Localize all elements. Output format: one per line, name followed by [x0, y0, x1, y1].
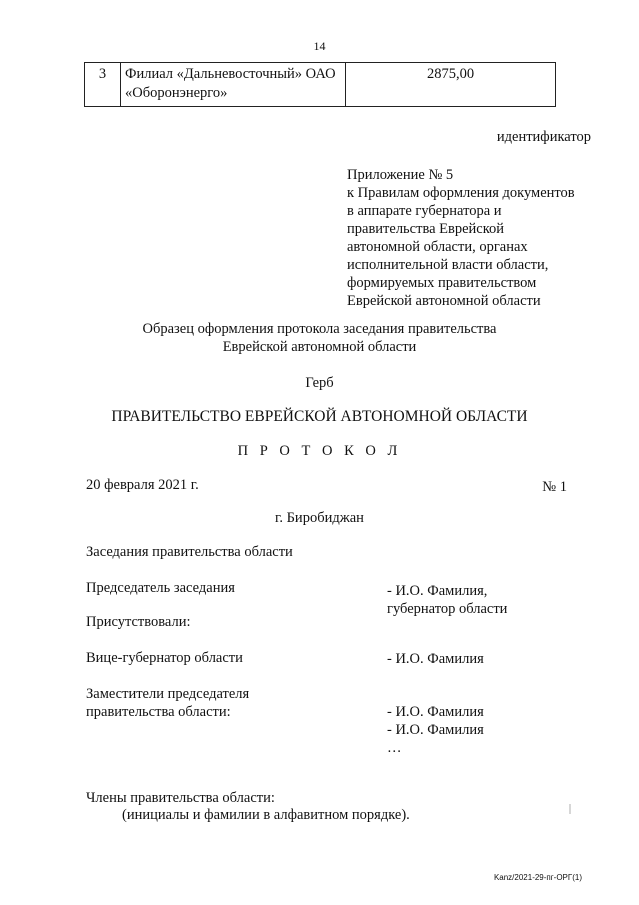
appendix-line: формируемых правительством: [347, 275, 537, 291]
appendix-line: правительства Еврейской: [347, 221, 505, 237]
table-row: [85, 63, 556, 107]
table-cell-name-line: Филиал «Дальневосточный» ОАО: [125, 66, 336, 82]
deputies-label-line: правительства области:: [86, 704, 231, 720]
appendix-line: Еврейской автономной области: [347, 293, 541, 309]
deputies-label-line: Заместители председателя: [86, 686, 250, 702]
appendix-line: исполнительной власти области,: [347, 257, 549, 273]
appendix-line: к Правилам оформления документов: [347, 185, 575, 201]
table-cell-value: 2875,00: [346, 63, 556, 107]
present-label: Присутствовали:: [86, 614, 191, 630]
table-cell-name: [121, 63, 346, 107]
members-label: Члены правительства области:: [86, 790, 275, 806]
deputies-value-line: …: [387, 740, 402, 756]
table-cell-number: 3: [85, 63, 121, 107]
document-code: Kanz/2021-29-пг-ОРГ(1): [493, 873, 582, 882]
deputies-value-line: - И.О. Фамилия: [387, 722, 484, 738]
members-note: (инициалы и фамилии в алфавитном порядке).: [122, 807, 410, 823]
deputies-label: [86, 685, 249, 721]
deputies-value-line: - И.О. Фамилия: [387, 704, 484, 720]
chairman-value-line: - И.О. Фамилия,: [387, 583, 488, 599]
appendix-line: автономной области, органах: [347, 239, 528, 255]
city: г. Биробиджан: [275, 510, 364, 526]
identifier-label: идентификатор: [496, 129, 591, 145]
appendix-line: в аппарате губернатора и: [347, 203, 502, 219]
protocol-heading: П Р О Т О К О Л: [237, 443, 402, 459]
meeting-label: Заседания правительства области: [86, 544, 293, 560]
chairman-value-line: губернатор области: [387, 601, 508, 617]
table-cell-name-line: «Оборонэнерго»: [125, 85, 228, 101]
vice-governor-label: Вице-губернатор области: [86, 650, 243, 666]
coat-of-arms-placeholder: Герб: [305, 375, 334, 391]
vice-governor-value: - И.О. Фамилия: [387, 651, 484, 667]
government-title: ПРАВИТЕЛЬСТВО ЕВРЕЙСКОЙ АВТОНОМНОЙ ОБЛАСТИ: [111, 408, 528, 425]
sample-title-line: Еврейской автономной области: [222, 339, 417, 355]
sample-title-line: Образец оформления протокола заседания правительства: [142, 321, 497, 337]
protocol-date: 20 февраля 2021 г.: [86, 477, 199, 493]
sample-title: [0, 320, 639, 356]
page-number: 14: [313, 39, 326, 53]
protocol-number: № 1: [542, 479, 567, 495]
appendix-block: [347, 166, 575, 310]
chairman-value: [387, 582, 507, 618]
scan-artifact: [569, 804, 571, 814]
appendix-line: Приложение № 5: [347, 167, 454, 183]
continuation-table: [84, 62, 556, 107]
deputies-value: [387, 703, 484, 757]
chairman-label: Председатель заседания: [86, 580, 235, 596]
